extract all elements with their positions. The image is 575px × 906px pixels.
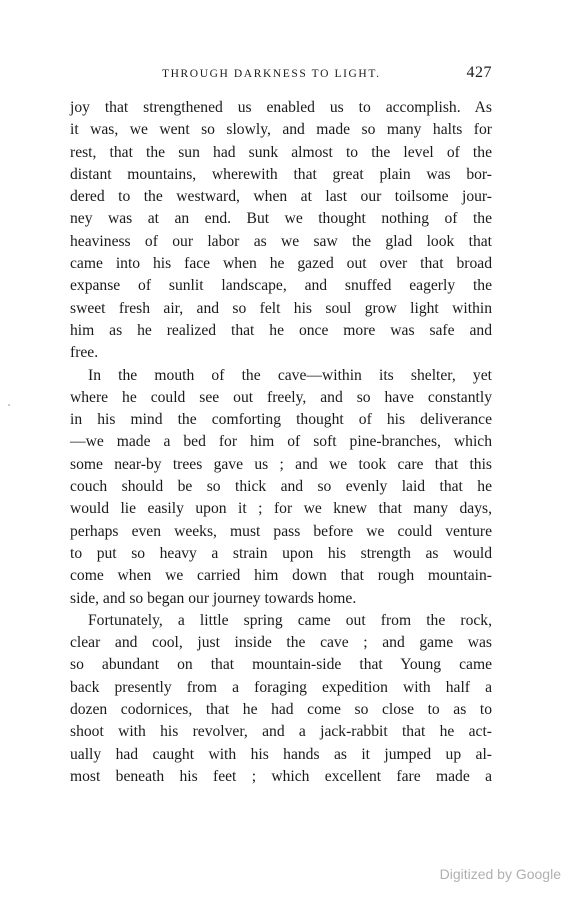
margin-speck <box>8 404 10 406</box>
body-text <box>70 97 492 788</box>
paragraph-1 <box>70 97 492 365</box>
text-line: heaviness of our labor as we saw the glad look that <box>70 232 492 250</box>
paragraph-3 <box>70 610 492 788</box>
text-line: came into his face when he gazed out over that broad <box>70 255 492 273</box>
page-number: 427 <box>466 64 492 81</box>
text-line: most beneath his feet ; which excellent fare made a <box>70 767 492 785</box>
text-line: free. <box>70 344 99 362</box>
text-line: shoot with his revolver, and a jack-rabbit that he act- <box>70 723 492 741</box>
text-line: sweet fresh air, and so felt his soul grow light within <box>70 299 492 317</box>
text-line: him as he realized that he once more was safe and <box>70 321 492 339</box>
text-line: to put so heavy a strain upon his strength as would <box>70 544 492 562</box>
text-line: ually had caught with his hands as it jumped up al- <box>70 745 492 763</box>
text-line: couch should be so thick and so evenly laid that he <box>70 478 492 496</box>
text-line: in his mind the comforting thought of his deliverance <box>70 411 492 429</box>
text-line: Fortunately, a little spring came out from the rock, <box>88 611 492 629</box>
text-line: rest, that the sun had sunk almost to the level of the <box>70 143 492 161</box>
text-line: where he could see out freely, and so have constantly <box>70 388 492 406</box>
text-line: perhaps even weeks, must pass before we could venture <box>70 522 492 540</box>
text-line: joy that strengthened us enabled us to accomplish. As <box>70 99 492 116</box>
text-line: some near-by trees gave us ; and we took care that this <box>70 455 492 473</box>
text-line: come when we carried him down that rough mountain- <box>70 567 492 585</box>
text-line: clear and cool, just inside the cave ; and game was <box>70 634 492 652</box>
text-line: ney was at an end. But we thought nothing of the <box>70 210 492 228</box>
paragraph-2 <box>70 365 492 610</box>
running-head <box>72 66 492 86</box>
text-line: dered to the westward, when at last our toilsome jour- <box>70 188 492 206</box>
text-line: distant mountains, wherewith that great plain was bor- <box>70 165 492 183</box>
text-line: would lie easily upon it ; for we knew that many days, <box>70 500 492 518</box>
text-line: expanse of sunlit landscape, and snuffed eagerly the <box>70 277 492 295</box>
text-line: it was, we went so slowly, and made so many halts for <box>70 121 492 139</box>
text-line: dozen codornices, that he had come so close to as to <box>70 701 492 719</box>
text-line: back presently from a foraging expedition with half a <box>70 678 492 696</box>
digitized-watermark: Digitized by Google <box>439 866 561 882</box>
running-title: THROUGH DARKNESS TO LIGHT. <box>162 68 381 80</box>
text-line: —we made a bed for him of soft pine-branches, which <box>70 433 492 451</box>
text-line: so abundant on that mountain-side that Young came <box>70 656 492 674</box>
text-line: In the mouth of the cave—within its shelter, yet <box>88 366 492 384</box>
text-line: side, and so began our journey towards home. <box>70 589 357 607</box>
